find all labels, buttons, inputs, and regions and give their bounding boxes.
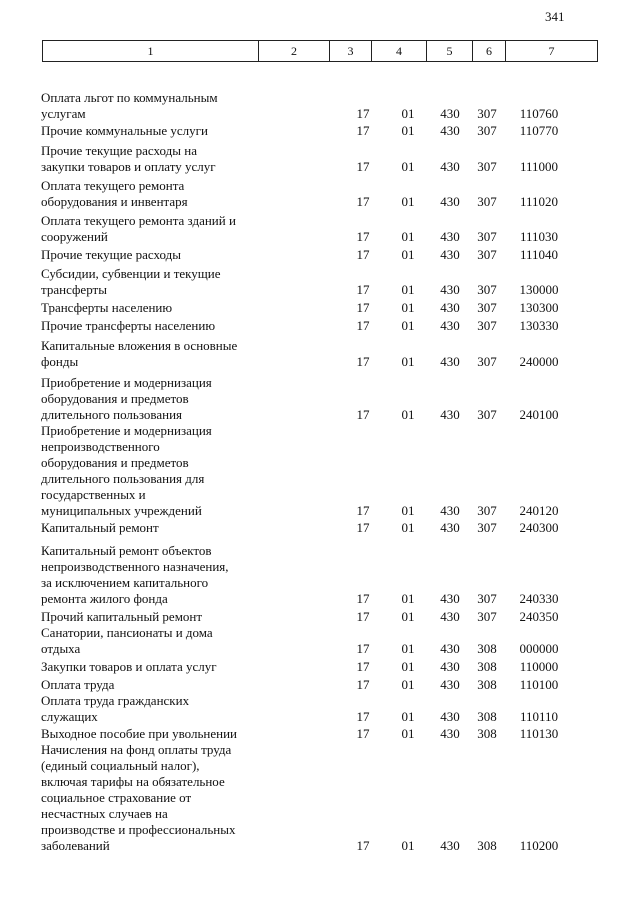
- code-col-5: 430: [440, 194, 460, 209]
- code-col-7: 110000: [519, 659, 559, 674]
- code-col-3: 17: [356, 247, 370, 262]
- description-line: Прочие коммунальные услуги: [41, 123, 208, 138]
- code-col-4: 01: [401, 282, 415, 297]
- description-line: оборудования и предметов: [41, 391, 189, 406]
- code-col-5: 430: [440, 609, 460, 624]
- code-col-7: 000000: [519, 641, 559, 656]
- row-description: [41, 625, 281, 657]
- code-col-6: 307: [477, 106, 497, 121]
- code-col-4: 01: [401, 659, 415, 674]
- description-line: закупки товаров и оплату услуг: [41, 159, 216, 174]
- description-line: длительного пользования для: [41, 471, 205, 486]
- description-line: Прочие трансферты населению: [41, 318, 216, 333]
- description-line: Прочий капитальный ремонт: [41, 609, 203, 624]
- description-line: Прочие текущие расходы: [41, 247, 181, 262]
- code-col-3: 17: [356, 354, 370, 369]
- row-description: [41, 338, 281, 370]
- description-line: несчастных случаев на: [41, 806, 168, 821]
- code-col-3: 17: [356, 229, 370, 244]
- description-line: Приобретение и модернизация: [41, 423, 212, 438]
- code-col-7: 130300: [519, 300, 559, 315]
- row-description: [41, 742, 281, 854]
- header-col-1: 1: [43, 41, 259, 61]
- description-line: муниципальных учреждений: [41, 503, 202, 518]
- code-col-7: 130000: [519, 282, 559, 297]
- code-col-4: 01: [401, 247, 415, 262]
- code-col-4: 01: [401, 194, 415, 209]
- row-description: [41, 318, 281, 334]
- code-col-7: 111040: [519, 247, 559, 262]
- description-line: оборудования и предметов: [41, 455, 189, 470]
- description-line: Санатории, пансионаты и дома: [41, 625, 213, 640]
- description-line: Закупки товаров и оплата услуг: [41, 659, 217, 674]
- code-col-5: 430: [440, 247, 460, 262]
- code-col-5: 430: [440, 659, 460, 674]
- code-col-6: 308: [477, 677, 497, 692]
- code-col-6: 307: [477, 354, 497, 369]
- description-line: услугам: [41, 106, 86, 121]
- description-line: включая тарифы на обязательное: [41, 774, 225, 789]
- code-col-7: 240300: [519, 520, 559, 535]
- row-description: [41, 178, 281, 210]
- description-line: оборудования и инвентаря: [41, 194, 188, 209]
- row-description: [41, 123, 281, 139]
- code-col-6: 307: [477, 300, 497, 315]
- code-col-3: 17: [356, 520, 370, 535]
- code-col-6: 307: [477, 194, 497, 209]
- header-col-7: 7: [548, 44, 555, 58]
- code-col-3: 17: [356, 318, 370, 333]
- code-col-3: 17: [356, 407, 370, 422]
- code-col-5: 430: [440, 354, 460, 369]
- code-col-5: 430: [440, 520, 460, 535]
- code-col-3: 17: [356, 609, 370, 624]
- row-description: [41, 659, 281, 675]
- code-col-7: 111000: [519, 159, 559, 174]
- row-description: [41, 520, 281, 536]
- description-line: производстве и профессиональных: [41, 822, 236, 837]
- code-col-4: 01: [401, 838, 415, 853]
- code-col-7: 240350: [519, 609, 559, 624]
- code-col-6: 308: [477, 838, 497, 853]
- code-col-6: 307: [477, 503, 497, 518]
- code-col-6: 307: [477, 247, 497, 262]
- row-description: [41, 90, 281, 122]
- code-col-5: 430: [440, 838, 460, 853]
- code-col-5: 430: [440, 318, 460, 333]
- code-col-5: 430: [440, 709, 460, 724]
- description-line: государственных и: [41, 487, 146, 502]
- code-col-4: 01: [401, 354, 415, 369]
- code-col-7: 130330: [519, 318, 559, 333]
- code-col-7: 110100: [519, 677, 559, 692]
- code-col-5: 430: [440, 159, 460, 174]
- code-col-7: 110770: [519, 123, 559, 138]
- code-col-5: 430: [440, 106, 460, 121]
- code-col-4: 01: [401, 591, 415, 606]
- row-description: [41, 266, 281, 298]
- code-col-6: 307: [477, 591, 497, 606]
- description-line: трансферты: [41, 282, 107, 297]
- description-line: Капитальный ремонт объектов: [41, 543, 212, 558]
- code-col-5: 430: [440, 282, 460, 297]
- description-line: Трансферты населению: [41, 300, 173, 315]
- code-col-4: 01: [401, 318, 415, 333]
- description-line: Приобретение и модернизация: [41, 375, 212, 390]
- description-line: (единый социальный налог),: [41, 758, 200, 773]
- code-col-6: 307: [477, 407, 497, 422]
- code-col-4: 01: [401, 123, 415, 138]
- code-col-6: 308: [477, 726, 497, 741]
- code-col-3: 17: [356, 641, 370, 656]
- code-col-5: 430: [440, 591, 460, 606]
- header-col-3: 3: [330, 41, 372, 61]
- code-col-5: 430: [440, 229, 460, 244]
- column-number-header: [42, 40, 598, 62]
- code-col-3: 17: [356, 677, 370, 692]
- code-col-3: 17: [356, 282, 370, 297]
- code-col-5: 430: [440, 641, 460, 656]
- description-line: Субсидии, субвенции и текущие: [41, 266, 221, 281]
- description-line: Оплата текущего ремонта зданий и: [41, 213, 236, 228]
- description-line: заболеваний: [41, 838, 110, 853]
- code-col-7: 110110: [519, 709, 559, 724]
- row-description: [41, 543, 281, 607]
- code-col-5: 430: [440, 300, 460, 315]
- code-col-3: 17: [356, 659, 370, 674]
- header-col-6: 6: [473, 41, 506, 61]
- code-col-4: 01: [401, 300, 415, 315]
- code-col-4: 01: [401, 677, 415, 692]
- description-line: Выходное пособие при увольнении: [41, 726, 237, 741]
- row-description: [41, 247, 281, 263]
- description-line: фонды: [41, 354, 79, 369]
- code-col-5: 430: [440, 123, 460, 138]
- code-col-7: 111020: [519, 194, 559, 209]
- description-line: непроизводственного назначения,: [41, 559, 229, 574]
- code-col-3: 17: [356, 591, 370, 606]
- code-col-6: 308: [477, 659, 497, 674]
- code-col-6: 307: [477, 282, 497, 297]
- code-col-3: 17: [356, 159, 370, 174]
- code-col-4: 01: [401, 726, 415, 741]
- description-line: Оплата труда: [41, 677, 115, 692]
- code-col-4: 01: [401, 641, 415, 656]
- row-description: [41, 726, 281, 742]
- description-line: Начисления на фонд оплаты труда: [41, 742, 232, 757]
- description-line: ремонта жилого фонда: [41, 591, 168, 606]
- code-col-4: 01: [401, 609, 415, 624]
- code-col-7: 240000: [519, 354, 559, 369]
- code-col-3: 17: [356, 503, 370, 518]
- code-col-5: 430: [440, 726, 460, 741]
- code-col-3: 17: [356, 709, 370, 724]
- code-col-6: 307: [477, 159, 497, 174]
- code-col-4: 01: [401, 407, 415, 422]
- code-col-3: 17: [356, 106, 370, 121]
- code-col-5: 430: [440, 503, 460, 518]
- code-col-7: 110760: [519, 106, 559, 121]
- description-line: Капитальный ремонт: [41, 520, 159, 535]
- code-col-7: 240330: [519, 591, 559, 606]
- code-col-4: 01: [401, 709, 415, 724]
- description-line: Прочие текущие расходы на: [41, 143, 197, 158]
- row-description: [41, 143, 281, 175]
- code-col-4: 01: [401, 503, 415, 518]
- description-line: Капитальные вложения в основные: [41, 338, 238, 353]
- code-col-6: 307: [477, 520, 497, 535]
- code-col-3: 17: [356, 726, 370, 741]
- code-col-3: 17: [356, 123, 370, 138]
- header-col-2: 2: [259, 41, 330, 61]
- code-col-3: 17: [356, 194, 370, 209]
- code-col-6: 308: [477, 641, 497, 656]
- row-description: [41, 423, 281, 519]
- row-description: [41, 609, 281, 625]
- description-line: отдыха: [41, 641, 81, 656]
- code-col-3: 17: [356, 838, 370, 853]
- description-line: сооружений: [41, 229, 108, 244]
- code-col-7: 111030: [519, 229, 559, 244]
- row-description: [41, 375, 281, 423]
- code-col-4: 01: [401, 520, 415, 535]
- code-col-4: 01: [401, 106, 415, 121]
- code-col-4: 01: [401, 229, 415, 244]
- description-line: непроизводственного: [41, 439, 160, 454]
- row-description: [41, 693, 281, 725]
- header-col-5: 5: [427, 41, 473, 61]
- code-col-3: 17: [356, 300, 370, 315]
- code-col-6: 308: [477, 709, 497, 724]
- header-col-4: 4: [372, 41, 427, 61]
- code-col-6: 307: [477, 123, 497, 138]
- code-col-6: 307: [477, 318, 497, 333]
- code-col-6: 307: [477, 229, 497, 244]
- row-description: [41, 213, 281, 245]
- row-description: [41, 300, 281, 316]
- description-line: длительного пользования: [41, 407, 183, 422]
- code-col-7: 240100: [519, 407, 559, 422]
- code-col-7: 110200: [519, 838, 559, 853]
- description-line: Оплата текущего ремонта: [41, 178, 185, 193]
- row-description: [41, 677, 281, 693]
- description-line: социальное страхование от: [41, 790, 192, 805]
- code-col-7: 110130: [519, 726, 559, 741]
- code-col-5: 430: [440, 677, 460, 692]
- description-line: за исключением капитального: [41, 575, 209, 590]
- description-line: Оплата труда гражданских: [41, 693, 190, 708]
- code-col-6: 307: [477, 609, 497, 624]
- description-line: Оплата льгот по коммунальным: [41, 90, 218, 105]
- code-col-4: 01: [401, 159, 415, 174]
- code-col-5: 430: [440, 407, 460, 422]
- code-col-7: 240120: [519, 503, 559, 518]
- page-number: 341: [545, 9, 565, 24]
- description-line: служащих: [41, 709, 98, 724]
